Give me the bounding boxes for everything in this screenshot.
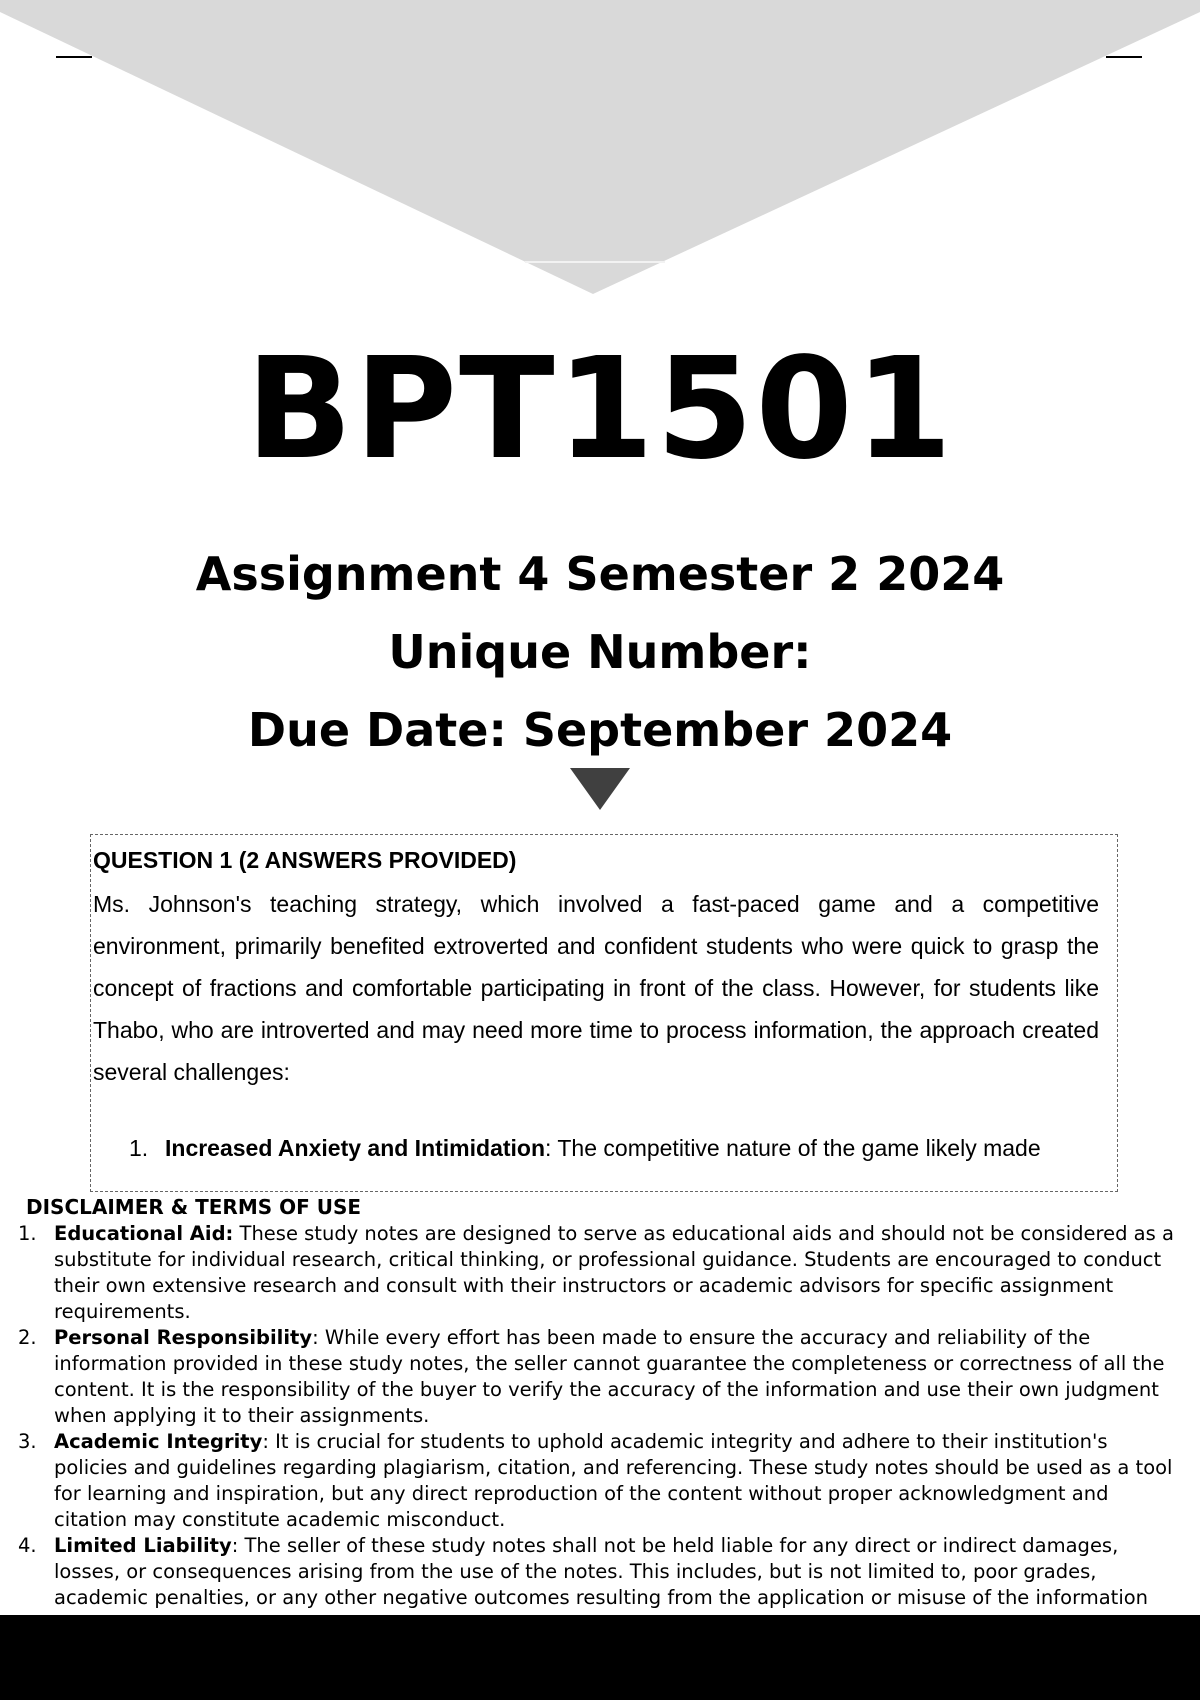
disclaimer-item-personal-responsibility [0,1325,1200,1429]
disclaimer-item-limited-liability [0,1533,1200,1611]
question-list-label: Increased Anxiety and Intimidation [165,1135,546,1161]
disclaimer-item-academic-integrity [0,1429,1200,1533]
assignment-line: Assignment 4 Semester 2 2024 [195,547,1005,601]
question-list-item [129,1127,1099,1169]
question-list-number: 1. [129,1135,149,1161]
question-paragraph: Ms. Johnson's teaching strategy, which involved a fast-paced game and a competitive environment, primarily benefited extroverted and confident students who were quick to grasp the concept of fractions and comfortable participating in front of the class. However, for students like Thabo, who are introverted and may need more time to process information, the approach created several challenges: [93,891,1099,1085]
disclaimer-title: DISCLAIMER & TERMS OF USE [26,1195,362,1219]
disclaimer-item-label: Limited Liability [54,1534,232,1557]
disclaimer-item-number: 1. [18,1222,37,1245]
disclaimer-item-text: These study notes are designed to serve as educational aids and should not be considered as a substitute for individual research, critical thinking, or professional guidance. Students are encouraged to conduct their own extensive research and consult with their instructors or academic advisors for specific assignment requirements. [54,1222,1174,1323]
question-preview-box [90,834,1118,1192]
due-date-line: Due Date: September 2024 [247,703,953,757]
disclaimer-item-label: Academic Integrity [54,1430,263,1453]
unique-number-line: Unique Number: [388,625,812,679]
disclaimer-item-number: 2. [18,1326,37,1349]
header-banner-graphic [0,0,1200,300]
footer-bar [0,1615,1200,1700]
header-rule-right [1106,56,1142,58]
disclaimer-item-label: Educational Aid: [54,1222,234,1245]
question-list-text: : The competitive nature of the game likely made [545,1135,1041,1161]
disclaimer-item-educational-aid [0,1221,1200,1325]
course-code-title: BPT1501 [245,328,955,491]
disclaimer-item-text: : The seller of these study notes shall not be held liable for any direct or indirect damages, losses, or consequences arising from the use of the notes. This includes, but is not limited to, poor grades, academic penalties, or any other negative outcomes resulting from the application or misuse of the information [54,1534,1149,1609]
question-heading: QUESTION 1 (2 ANSWERS PROVIDED) [93,847,517,873]
header-rule-left [56,56,92,58]
disclaimer-item-text: : It is crucial for students to uphold academic integrity and adhere to their institution's policies and guidelines regarding plagiarism, citation, and referencing. These study notes should be used as a tool for learning and inspiration, but any direct reproduction of the content without proper acknowledgment and citation may constitute academic misconduct. [54,1430,1173,1531]
down-arrow-icon [570,768,630,812]
disclaimer-item-number: 4. [18,1534,37,1557]
disclaimer-list [0,1221,1200,1611]
disclaimer-item-label: Personal Responsibility [54,1326,313,1349]
disclaimer-item-number: 3. [18,1430,37,1453]
disclaimer-item-text: : While every effort has been made to ensure the accuracy and reliability of the information provided in these study notes, the seller cannot guarantee the completeness or correctness of all the content. It is the responsibility of the buyer to verify the accuracy of the information and use their own judgment when applying it to their assignments. [54,1326,1165,1427]
